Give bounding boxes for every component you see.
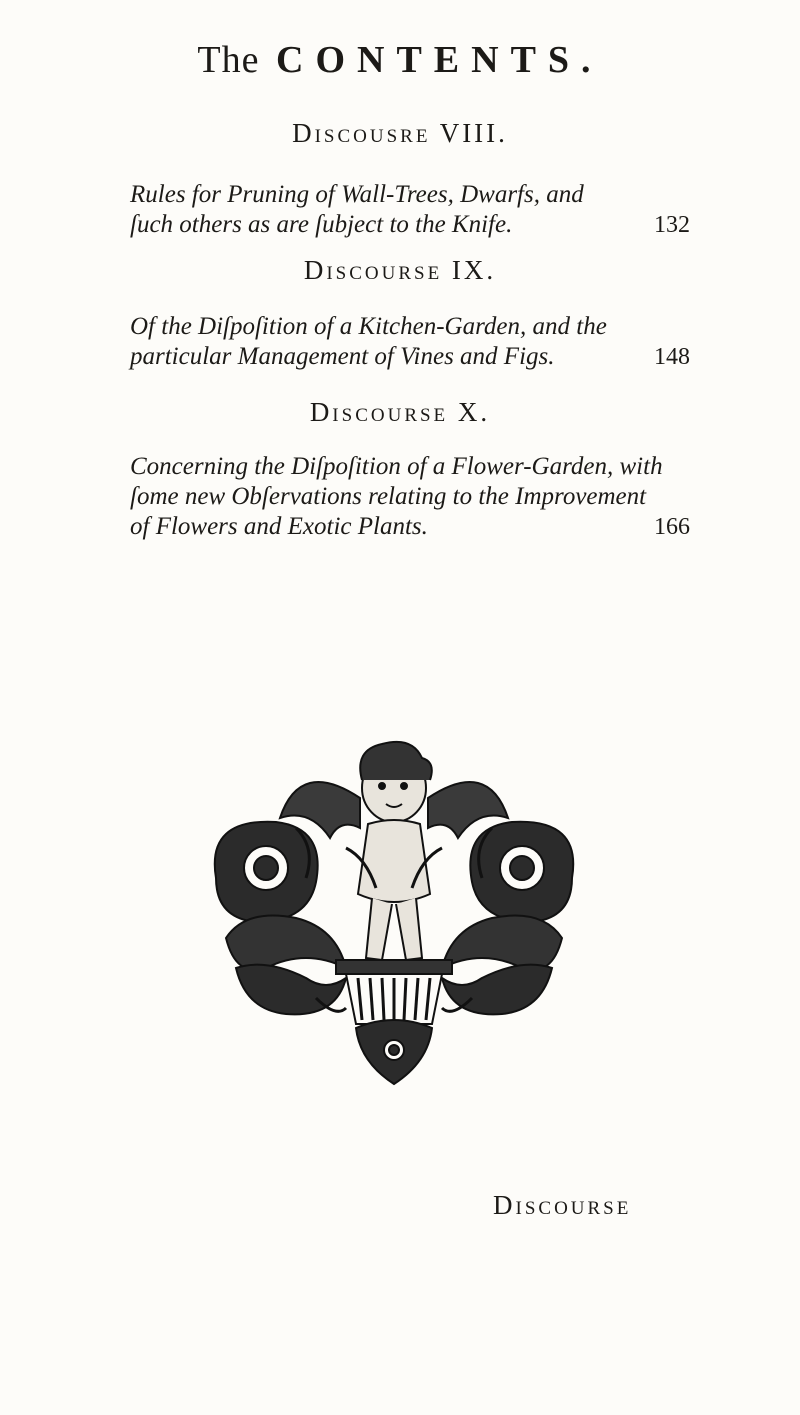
- discourse-viii-heading: Discousre VIII.: [292, 118, 508, 148]
- catchword: Discourse: [493, 1190, 632, 1220]
- entry-line: Of the Diſpoſition of a Kitchen-Garden, and the: [130, 313, 607, 340]
- header-the: The: [197, 39, 260, 81]
- entry-line: ſuch others as are ſubject to the Knife.: [130, 211, 513, 238]
- discourse-ix-entry: [130, 312, 690, 372]
- page-number: 132: [654, 212, 690, 238]
- page-number: 166: [654, 514, 690, 540]
- discourse-ix-heading: Discourse IX.: [303, 255, 497, 285]
- header-contents: CONTENTS.: [276, 39, 603, 81]
- entry-line: Concerning the Diſpoſition of a Flower-Garden, with: [130, 453, 663, 480]
- entry-line: ſome new Obſervations relating to the Improvement: [130, 483, 647, 510]
- page-header: [0, 38, 800, 82]
- entry-line: of Flowers and Exotic Plants.: [130, 513, 428, 540]
- discourse-viii-entry: [130, 180, 690, 240]
- page-number: 148: [654, 344, 690, 370]
- discourse-x-entry: [130, 452, 690, 542]
- discourse-x-heading: Discourse X.: [309, 397, 491, 427]
- cherub-foliage-vignette-icon: [196, 728, 592, 1090]
- entry-line: particular Management of Vines and Figs.: [130, 343, 555, 370]
- entry-line: Rules for Pruning of Wall-Trees, Dwarfs, and: [130, 181, 584, 208]
